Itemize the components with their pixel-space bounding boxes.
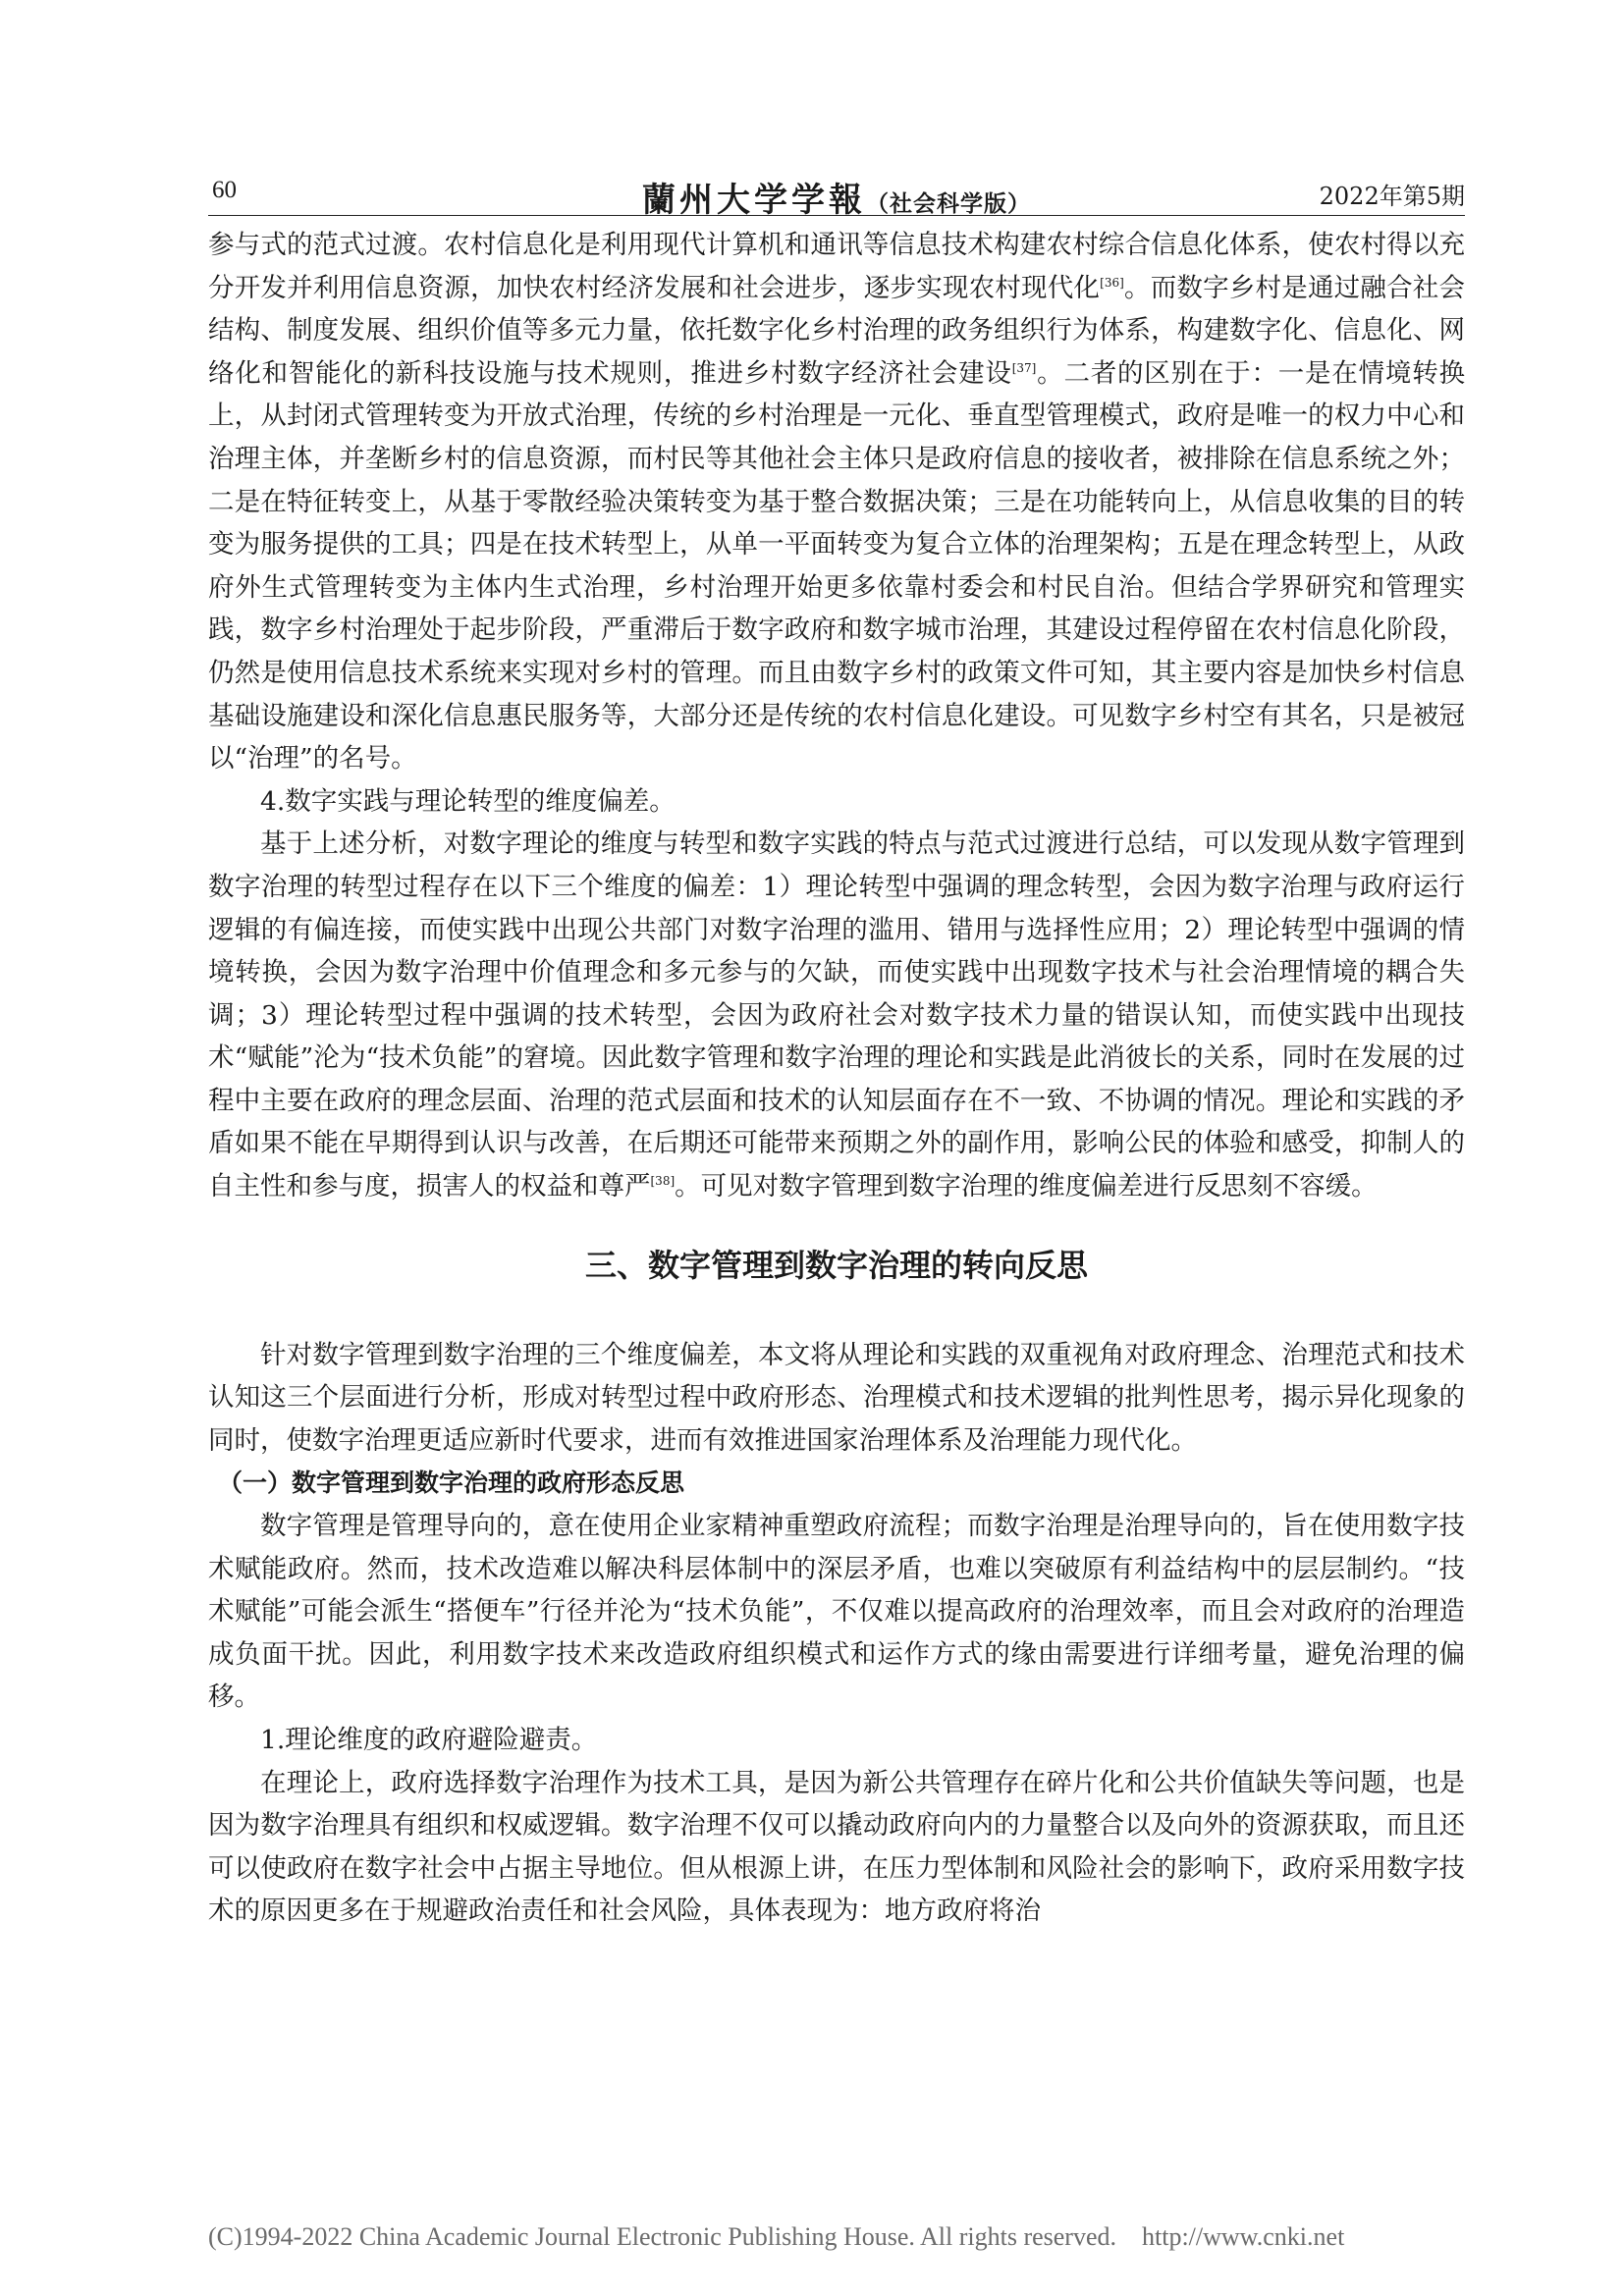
text-run: 基于上述分析，对数字理论的维度与转型和数字实践的特点与范式过渡进行总结，可以发现从数字管理到数字治理的转型过程存在以下三个维度的偏差：1）理论转型中强调的理念转型，会因为数字治理与政府运行逻辑的有偏连接，而使实践中出现公共部门对数字治理的滥用、错用与选择性应用；2）理论转型中强调的情境转换，会因为数字治理中价值理念和多元参与的欠缺，而使实践中出现数字技术与社会治理情境的耦合失调；3）理论转型过程中强调的技术转型，会因为政府社会对数字技术力量的错误认知，而使实践中出现技术“赋能”沦为“技术负能”的窘境。因此数字管理和数字治理的理论和实践是此消彼长的关系，同时在发展的过程中主要在政府的理念层面、治理的范式层面和技术的认知层面存在不一致、不协调的情况。理论和实践的矛盾如果不能在早期得到认识与改善，在后期还可能带来预期之外的副作用，影响公民的体验和感受，抑制人的自主性和参与度，损害人的权益和尊严 <box>208 828 1465 1202</box>
footer-url: http://www.cnki.net <box>1142 2222 1345 2251</box>
text-run: 。而数字乡村是通过融合社会结构、制度发展、组织价值等多元力量，依托数字化乡村治理的政务组织行为体系，构建数字化、信息化、网络化和智能化的新科技设施与技术规则，推进乡村数字经济社会建设 <box>208 272 1466 389</box>
subsection-heading: （一）数字管理到数字治理的政府形态反思 <box>218 1468 685 1498</box>
text-run: 。二者的区别在于：一是在情境转换上，从封闭式管理转变为开放式治理，传统的乡村治理是一元化、垂直型管理模式，政府是唯一的权力中心和治理主体，并垄断乡村的信息资源，而村民等其他社会主体只是政府信息的接收者，被排除在信息系统之外；二是在特征转变上，从基于零散经验决策转变为基于整合数据决策；三是在功能转向上，从信息收集的目的转变为服务提供的工具；四是在技术转型上，从单一平面转变为复合立体的治理架构；五是在理念转型上，从政府外生式管理转变为主体内生式治理，乡村治理开始更多依靠村委会和村民自治。但结合学界研究和管理实践，数字乡村治理处于起步阶段，严重滞后于数字政府和数字城市治理，其建设过程停留在农村信息化阶段，仍然是使用信息技术系统来实现对乡村的管理。而且由数字乡村的政策文件可知，其主要内容是加快乡村信息基础设施建设和深化信息惠民服务等，大部分还是传统的农村信息化建设。可见数字乡村空有其名，只是被冠以“治理”的名号。 <box>208 357 1466 774</box>
page-header <box>208 173 1465 220</box>
text-run: 参与式的范式过渡。农村信息化是利用现代计算机和通讯等信息技术构建农村综合信息化体系，使农村得以充分开发并利用信息资源，加快农村经济发展和社会进步，逐步实现农村现代化 <box>208 230 1465 303</box>
paragraph: 针对数字管理到数字治理的三个维度偏差，本文将从理论和实践的双重视角对政府理念、治理范式和技术认知这三个层面进行分析，形成对转型过程中政府形态、治理模式和技术逻辑的批判性思考，揭示异化现象的同时，使数字治理更适应新时代要求，进而有效推进国家治理体系及治理能力现代化。 <box>208 1339 1465 1456</box>
copyright-notice: (C)1994-2022 China Academic Journal Electronic Publishing House. All rights reserved. <box>208 2222 1116 2251</box>
section-title: 三、数字管理到数字治理的转向反思 <box>584 1246 1088 1284</box>
page-footer <box>208 2222 1465 2252</box>
paragraph: 数字管理是管理导向的，意在使用企业家精神重塑政府流程；而数字治理是治理导向的，旨在使用数字技术赋能政府。然而，技术改造难以解决科层体制中的深层矛盾，也难以突破原有利益结构中的层层制约。“技术赋能”可能会派生“搭便车”行径并沦为“技术负能”，不仅难以提高政府的治理效率，而且会对政府的治理造成负面干扰。因此，利用数字技术来改造政府组织模式和运作方式的缘由需要进行详细考量，避免治理的偏移。 <box>208 1511 1465 1713</box>
page-number: 60 <box>212 177 237 203</box>
paragraph <box>208 823 1465 1207</box>
issue-label: 2022年第5期 <box>1319 183 1465 210</box>
journal-name: 蘭州大学学報 <box>642 181 866 220</box>
paragraph: 在理论上，政府选择数字治理作为技术工具，是因为新公共管理存在碎片化和公共价值缺失等问题，也是因为数字治理具有组织和权威逻辑。数字治理不仅可以撬动政府向内的力量整合以及向外的资源获取，而且还可以使政府在数字社会中占据主导地位。但从根源上讲，在压力型体制和风险社会的影响下，政府采用数字技术的原因更多在于规避政治责任和社会风险，具体表现为：地方政府将治 <box>208 1767 1465 1927</box>
citation: [36] <box>1100 275 1124 290</box>
citation: [38] <box>650 1174 676 1189</box>
citation: [37] <box>1011 360 1037 375</box>
journal-title <box>208 173 1465 221</box>
article-body <box>208 224 1465 1933</box>
paragraph-heading: 1.理论维度的政府避险避责。 <box>260 1725 598 1755</box>
header-rule <box>208 215 1465 216</box>
paragraph <box>208 224 1465 780</box>
paragraph-heading: 4.数字实践与理论转型的维度偏差。 <box>260 785 676 817</box>
text-run: 。可见对数字管理到数字治理的维度偏差进行反思刻不容缓。 <box>675 1171 1378 1202</box>
journal-subtitle: （社会科学版） <box>866 190 1031 217</box>
